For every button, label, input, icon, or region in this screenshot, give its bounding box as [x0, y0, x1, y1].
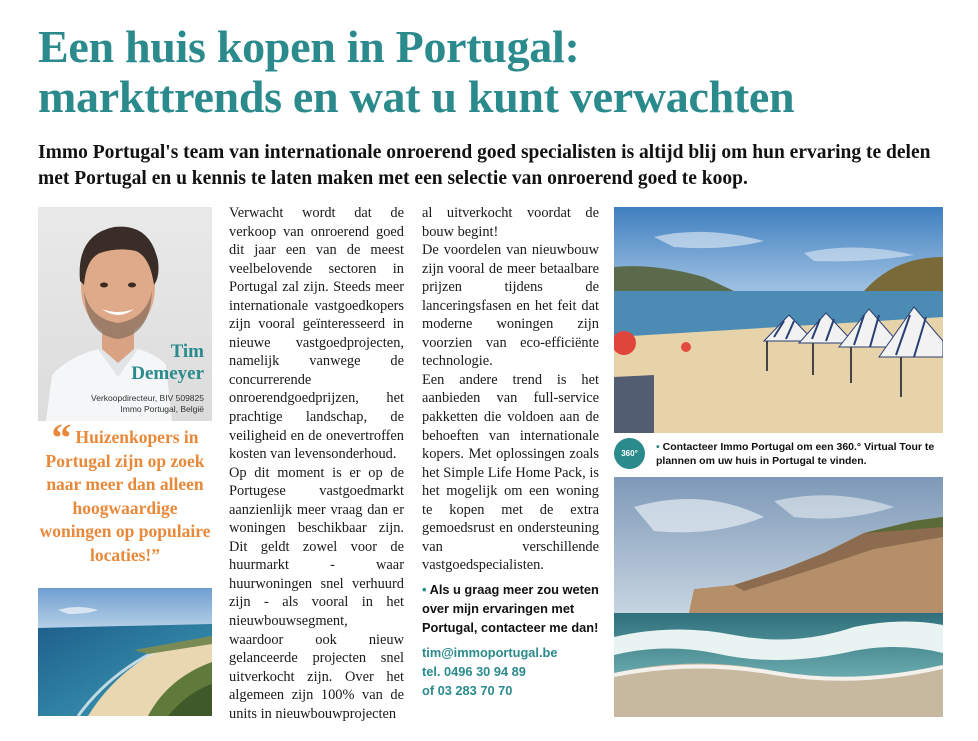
contact-call-to-action: Als u graag meer zou weten over mijn ervaringen met Portugal, contacteer me dan!: [422, 582, 599, 635]
article-column-1: [229, 204, 404, 723]
paragraph-demand: Op dit moment is er op de Portugese vastgoedmarkt aanzienlijk meer vraag dan er woningen beschikbaar zijn. Dit geldt zowel voor de huurmarkt - waar huurwoningen snel verhuurd zijn - als vooral in het nieuwbouwsegment, waardoor ook nieuw gelanceerde projecten snel uitverkocht zijn. Over het algemeen zijn 100% van de units in nieuwbouwprojecten: [229, 464, 404, 722]
paragraph-new-build-benefits: De voordelen van nieuwbouw zijn vooral de meer betaalbare prijzen tijdens de lanceringsfasen en het feit dat moderne woningen zijn voorzien van eco-efficiënte technologie.: [422, 242, 599, 370]
article-column-2: [422, 204, 599, 575]
virtual-tour-message: Contacteer Immo Portugal om een 360.° Virtual Tour te plannen om uw huis in Portugal te vinden.: [656, 441, 935, 467]
contact-phone[interactable]: tel. 0496 30 94 89: [422, 664, 526, 679]
cliff-coast-photo: [614, 477, 943, 717]
author-photo: [38, 207, 212, 421]
paragraph-full-service: Een andere trend is het aanbieden van full-service pakketten die voldoen aan de behoeften van internationale kopers. Met oplossingen zoals het Simple Life Home Pack, is het mogelijk om een woning te kopen met de extra gemoedsrust en ondersteuning van verschillende vastgoedspecialisten.: [422, 371, 599, 574]
author-title: Verkoopdirecteur, BIV 509825: [91, 393, 204, 403]
author-role: [91, 393, 204, 415]
headline-line-2: markttrends en wat u kunt verwachten: [38, 71, 795, 122]
author-portrait: [38, 207, 212, 421]
contact-phone-alt[interactable]: of 03 283 70 70: [422, 683, 513, 698]
coastline-photo: [38, 588, 212, 716]
paragraph-market-outlook: Verwacht wordt dat de verkoop van onroerend goed dit jaar een van de meest veelbelovende sectoren in Portugal zal zijn. Steeds meer internationale vastgoedkopers zijn vooral geïnteresseerd in nieuwe vastgoedprojecten, namelijk vanwege de concurrerende onroerendgoedprijzen, het prachtige landschap, de veiligheid en de onevertroffen kosten van levensonderhoud.: [229, 205, 404, 463]
virtual-tour-text: [656, 440, 946, 468]
contact-bullet-icon: •: [422, 582, 427, 597]
virtual-tour-note: [614, 438, 944, 472]
author-name: [131, 341, 204, 385]
quote-mark-icon: “: [51, 415, 72, 460]
paragraph-sold-out: al uitverkocht voordat de bouw begint!: [422, 205, 599, 240]
virtual-tour-bullet-icon: •: [656, 441, 660, 453]
article-headline: [38, 22, 958, 122]
author-company: Immo Portugal, België: [120, 404, 204, 414]
author-first-name: Tim: [170, 341, 204, 362]
contact-block: [422, 580, 602, 700]
virtual-tour-360-icon[interactable]: 360°: [614, 438, 645, 469]
article-standfirst: Immo Portugal's team van internationale onroerend goed specialisten is altijd blij om hun ervaring te delen met Portugal en u kennis te laten maken met een selectie van onroerend goed te koop.: [38, 142, 931, 189]
author-last-name: Demeyer: [131, 363, 204, 384]
headline-line-1: Een huis kopen in Portugal:: [38, 21, 580, 72]
pull-quote-text: Huizenkopers in Portugal zijn op zoek naar meer dan alleen hoogwaardige woningen op populaire locaties!”: [39, 427, 211, 565]
contact-email-link[interactable]: tim@immoportugal.be: [422, 645, 558, 660]
pull-quote: [38, 415, 212, 567]
beach-tents-photo: [614, 207, 943, 433]
